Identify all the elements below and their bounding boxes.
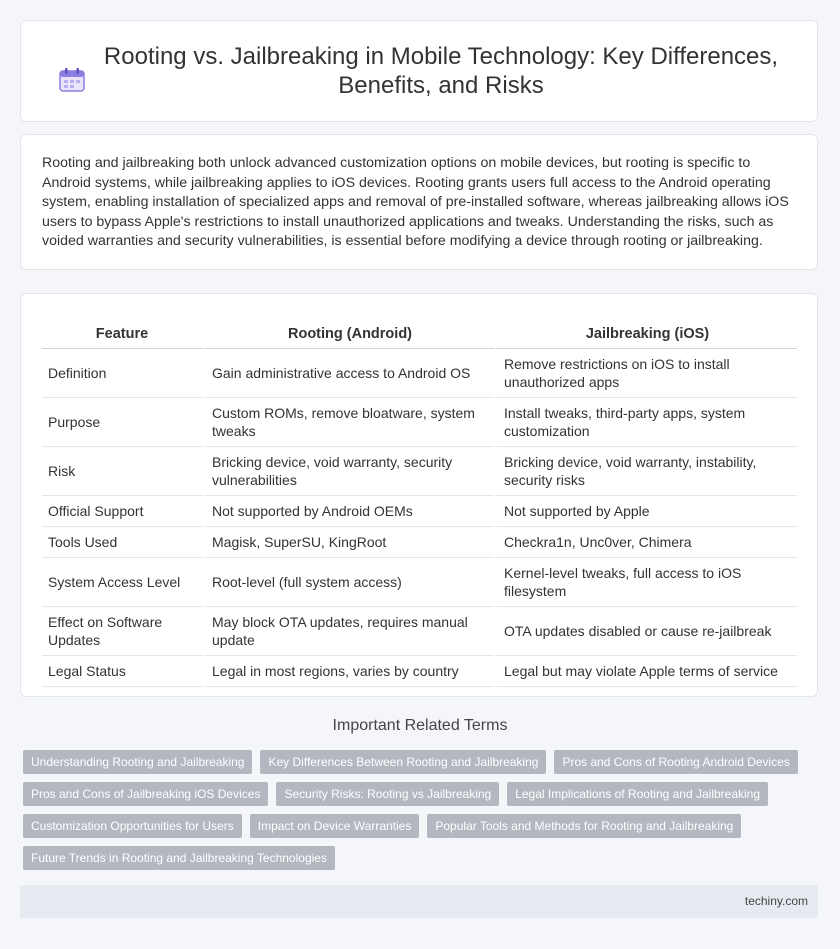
jailbreaking-cell: Bricking device, void warranty, instability, security risks xyxy=(494,447,797,496)
related-term-tag[interactable]: Security Risks: Rooting vs Jailbreaking xyxy=(276,782,499,806)
related-term-tag[interactable]: Customization Opportunities for Users xyxy=(23,814,242,838)
header-feature: Feature xyxy=(42,314,202,349)
related-term-tag[interactable]: Legal Implications of Rooting and Jailbreaking xyxy=(507,782,768,806)
table-row xyxy=(42,527,797,558)
related-term-tag[interactable]: Pros and Cons of Rooting Android Devices xyxy=(554,750,797,774)
rooting-cell: Gain administrative access to Android OS xyxy=(202,349,494,398)
feature-cell: Risk xyxy=(42,447,202,496)
related-term-tag[interactable]: Pros and Cons of Jailbreaking iOS Devices xyxy=(23,782,268,806)
related-term-tag[interactable]: Impact on Device Warranties xyxy=(250,814,420,838)
header-rooting: Rooting (Android) xyxy=(202,314,494,349)
summary-text: Rooting and jailbreaking both unlock advanced customization options on mobile devices, but rooting is specific to Android systems, while jailbreaking applies to iOS devices. Rooting grants users full access to the Android operating system, enabling installation of specialized apps and removal of pre-installed software, whereas jailbreaking allows iOS users to bypass Apple's restrictions to install unauthorized applications and tweaks. Understanding the risks, such as voided warranties and security vulnerabilities, is essential before modifying a device through rooting or jailbreaking. xyxy=(42,155,789,250)
comparison-table xyxy=(42,314,797,687)
rooting-cell: Legal in most regions, varies by country xyxy=(202,656,494,687)
rooting-cell: Not supported by Android OEMs xyxy=(202,496,494,527)
feature-cell: System Access Level xyxy=(42,558,202,607)
table-row xyxy=(42,447,797,496)
rooting-cell: Bricking device, void warranty, security vulnerabilities xyxy=(202,447,494,496)
table-row xyxy=(42,349,797,398)
title-card xyxy=(20,20,818,122)
related-term-tag[interactable]: Key Differences Between Rooting and Jailbreaking xyxy=(260,750,546,774)
feature-cell: Tools Used xyxy=(42,527,202,558)
table-row xyxy=(42,398,797,447)
related-term-tag[interactable]: Popular Tools and Methods for Rooting and Jailbreaking xyxy=(427,814,741,838)
rooting-cell: Root-level (full system access) xyxy=(202,558,494,607)
feature-cell: Definition xyxy=(42,349,202,398)
related-term-tag[interactable]: Future Trends in Rooting and Jailbreaking Technologies xyxy=(23,846,335,870)
feature-cell: Legal Status xyxy=(42,656,202,687)
comparison-table-card xyxy=(20,293,818,697)
jailbreaking-cell: Remove restrictions on iOS to install unauthorized apps xyxy=(494,349,797,398)
jailbreaking-cell: Not supported by Apple xyxy=(494,496,797,527)
feature-cell: Effect on Software Updates xyxy=(42,607,202,656)
footer xyxy=(20,885,818,918)
jailbreaking-cell: Checkra1n, Unc0ver, Chimera xyxy=(494,527,797,558)
table-row xyxy=(42,607,797,656)
table-header-row xyxy=(42,314,797,349)
footer-site-link[interactable]: techiny.com xyxy=(744,894,808,908)
jailbreaking-cell: Kernel-level tweaks, full access to iOS filesystem xyxy=(494,558,797,607)
jailbreaking-cell: Legal but may violate Apple terms of service xyxy=(494,656,797,687)
feature-cell: Purpose xyxy=(42,398,202,447)
jailbreaking-cell: Install tweaks, third-party apps, system customization xyxy=(494,398,797,447)
table-row xyxy=(42,656,797,687)
rooting-cell: May block OTA updates, requires manual update xyxy=(202,607,494,656)
related-terms-list xyxy=(23,750,823,870)
related-terms-title: Important Related Terms xyxy=(332,717,508,734)
calendar-icon xyxy=(59,68,85,92)
rooting-cell: Custom ROMs, remove bloatware, system tweaks xyxy=(202,398,494,447)
feature-cell: Official Support xyxy=(42,496,202,527)
jailbreaking-cell: OTA updates disabled or cause re-jailbreak xyxy=(494,607,797,656)
table-row xyxy=(42,496,797,527)
page-title: Rooting vs. Jailbreaking in Mobile Technology: Key Differences, Benefits, and Risks xyxy=(103,43,779,99)
header-jailbreaking: Jailbreaking (iOS) xyxy=(494,314,797,349)
table-row xyxy=(42,558,797,607)
summary-card xyxy=(20,134,818,270)
rooting-cell: Magisk, SuperSU, KingRoot xyxy=(202,527,494,558)
related-term-tag[interactable]: Understanding Rooting and Jailbreaking xyxy=(23,750,252,774)
